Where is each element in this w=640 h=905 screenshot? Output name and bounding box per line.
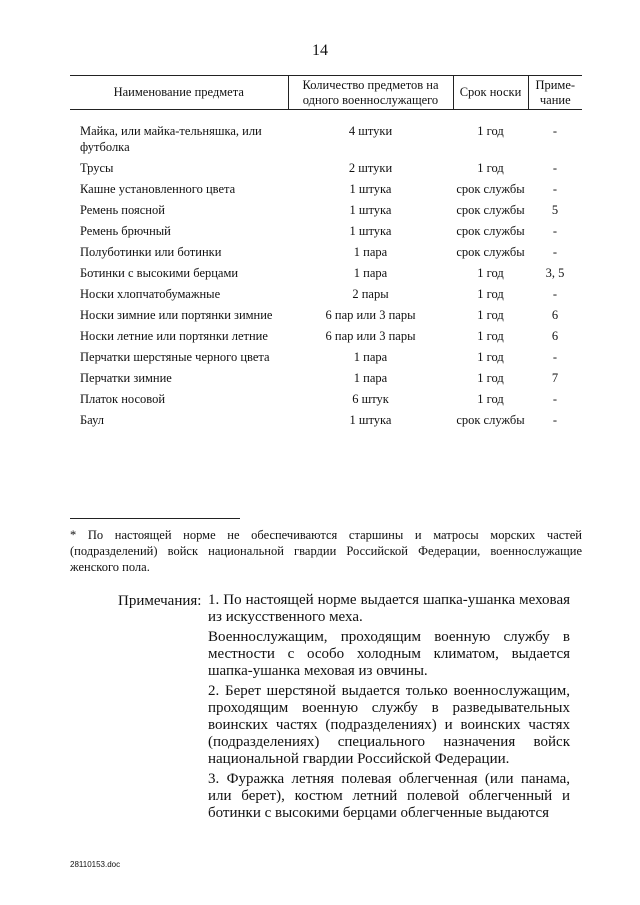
- norm-table: [70, 75, 582, 433]
- item-name: Майка, или майка-тельняшка, или футболка: [80, 124, 262, 154]
- item-quantity: 6 штук: [352, 392, 389, 406]
- note-paragraph: Военнослужащим, проходящим военную службу в местности с особо холодным климатом, выдается шапка-ушанка меховая из овчины.: [208, 629, 570, 679]
- table-row: [70, 181, 582, 202]
- table-row: [70, 349, 582, 370]
- item-note: -: [552, 392, 558, 406]
- header-term: Срок носки: [453, 76, 528, 110]
- item-note: -: [552, 182, 558, 196]
- item-quantity: 1 штука: [349, 224, 392, 238]
- item-quantity: 6 пар или 3 пары: [325, 308, 416, 322]
- item-name: Перчатки шерстяные черного цвета: [80, 350, 270, 364]
- item-name: Кашне установленного цвета: [80, 182, 236, 196]
- item-note: -: [552, 287, 558, 301]
- item-note: -: [552, 224, 558, 238]
- item-quantity: 2 пары: [352, 287, 389, 301]
- item-name: Платок носовой: [80, 392, 166, 406]
- item-quantity: 1 штука: [349, 203, 392, 217]
- table-row: [70, 244, 582, 265]
- footnote-divider: [70, 518, 240, 519]
- note-paragraph: 3. Фуражка летняя полевая облегченная (или панама, или берет), костюм летний полевой облегченный и ботинки с высокими берцами облегченные выдаются: [208, 771, 570, 821]
- item-note: -: [552, 124, 558, 138]
- item-name: Полуботинки или ботинки: [80, 245, 222, 259]
- item-name: Носки зимние или портянки зимние: [80, 308, 273, 322]
- document-id: 28110153.doc: [70, 860, 121, 869]
- item-term: 1 год: [477, 329, 504, 343]
- item-quantity: 6 пар или 3 пары: [325, 329, 416, 343]
- item-term: 1 год: [477, 266, 504, 280]
- table-row: [70, 307, 582, 328]
- item-term: 1 год: [477, 124, 504, 138]
- table-row: [70, 223, 582, 244]
- item-term: срок службы: [456, 245, 525, 259]
- item-term: 1 год: [477, 350, 504, 364]
- item-note: -: [552, 245, 558, 259]
- item-term: срок службы: [456, 182, 525, 196]
- item-quantity: 1 пара: [353, 350, 388, 364]
- item-name: Ботинки с высокими берцами: [80, 266, 239, 280]
- header-name: Наименование предмета: [70, 76, 288, 110]
- notes-body: [208, 592, 570, 825]
- item-term: 1 год: [477, 392, 504, 406]
- table-header-row: [70, 76, 582, 110]
- item-quantity: 2 штуки: [348, 161, 393, 175]
- item-note: 6: [551, 329, 559, 343]
- table-row: [70, 328, 582, 349]
- item-note: 5: [551, 203, 559, 217]
- item-name: Носки летние или портянки летние: [80, 329, 268, 343]
- item-name: Ремень поясной: [80, 203, 165, 217]
- item-term: 1 год: [477, 371, 504, 385]
- item-name: Перчатки зимние: [80, 371, 172, 385]
- item-note: -: [552, 350, 558, 364]
- item-quantity: 4 штуки: [348, 124, 393, 138]
- item-name: Носки хлопчатобумажные: [80, 287, 221, 301]
- item-term: 1 год: [477, 161, 504, 175]
- item-note: -: [552, 413, 558, 427]
- item-note: -: [552, 161, 558, 175]
- item-quantity: 1 штука: [349, 182, 392, 196]
- item-quantity: 1 пара: [353, 245, 388, 259]
- table-row: [70, 370, 582, 391]
- header-quantity: Количество предметов на одного военнослужащего: [288, 76, 453, 110]
- table-row: [70, 391, 582, 412]
- item-term: срок службы: [456, 224, 525, 238]
- item-name: Ремень брючный: [80, 224, 171, 238]
- item-quantity: 1 пара: [353, 266, 388, 280]
- table-row: [70, 202, 582, 223]
- item-quantity: 1 пара: [353, 371, 388, 385]
- item-note: 6: [551, 308, 559, 322]
- footnote: * По настоящей норме не обеспечиваются старшины и матросы морских частей (подразделений) войск национальной гвардии Российской Федерации, военнослужащие женского пола.: [70, 528, 582, 574]
- item-name: Трусы: [80, 161, 114, 175]
- item-note: 7: [551, 371, 559, 385]
- header-note: Приме-чание: [528, 76, 582, 110]
- table-row: [70, 412, 582, 433]
- item-name: Баул: [80, 413, 105, 427]
- item-term: срок службы: [456, 203, 525, 217]
- item-note: 3, 5: [545, 266, 565, 280]
- table-row: [70, 110, 582, 161]
- table-body: [70, 110, 582, 434]
- table-row: [70, 160, 582, 181]
- table-row: [70, 265, 582, 286]
- note-paragraph: 2. Берет шерстяной выдается только военнослужащим, проходящим военную службу в разведывательных воинских частях (подразделениях) и воинских частях (подразделениях) специального назначения войск национальной гвардии Российской Федерации.: [208, 683, 570, 767]
- page-number: 14: [312, 42, 328, 59]
- note-paragraph: 1. По настоящей норме выдается шапка-ушанка меховая из искусственного меха.: [208, 592, 570, 625]
- item-term: 1 год: [477, 308, 504, 322]
- item-quantity: 1 штука: [349, 413, 392, 427]
- notes-label: Примечания:: [118, 593, 202, 609]
- table-row: [70, 286, 582, 307]
- item-term: срок службы: [456, 413, 525, 427]
- item-term: 1 год: [477, 287, 504, 301]
